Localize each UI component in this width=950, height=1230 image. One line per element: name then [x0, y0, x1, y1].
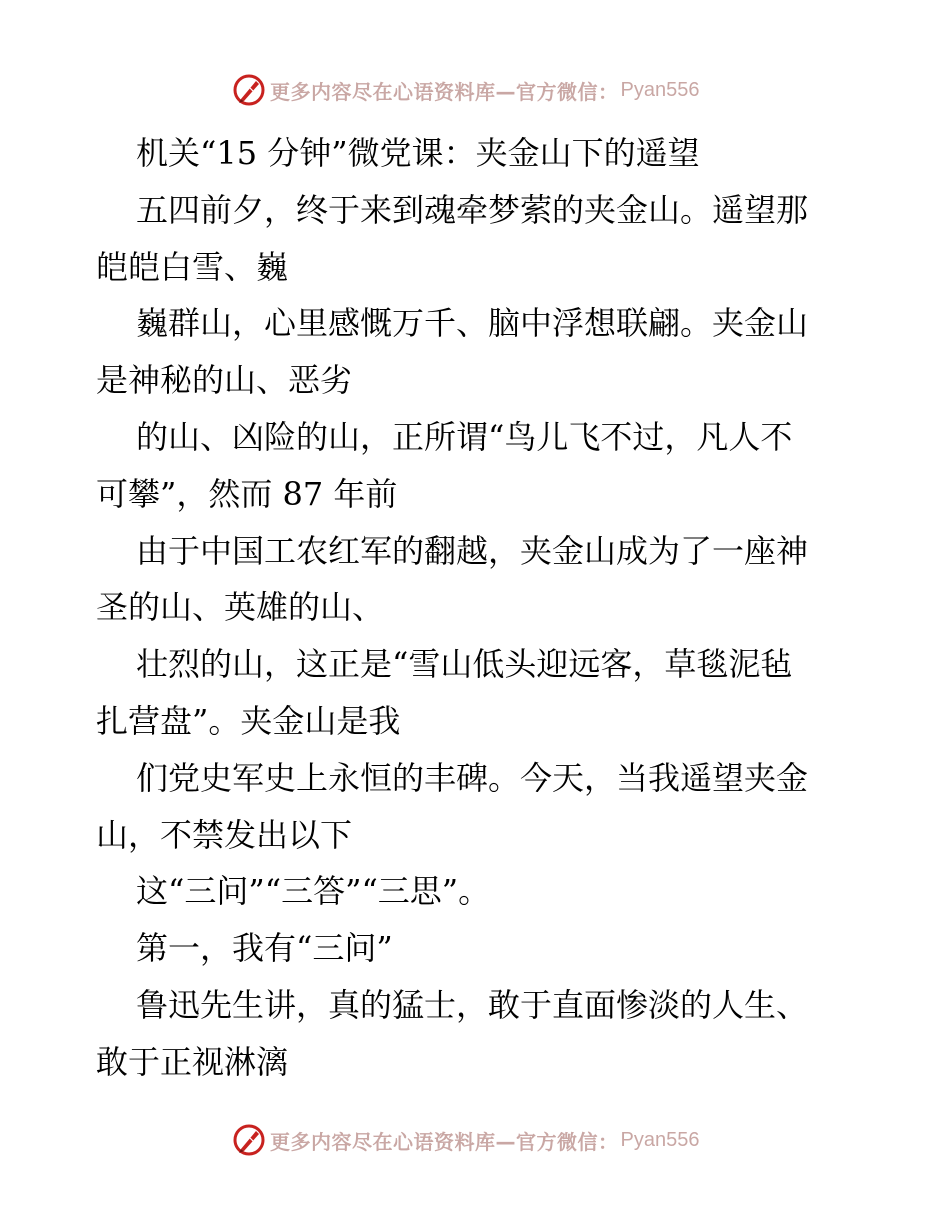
footer-banner — [232, 1123, 699, 1157]
paragraph-line: 圣的山、英雄的山、 — [96, 588, 385, 627]
banner-text: 更多内容尽在心语资料库—官方微信： — [270, 1129, 619, 1154]
paragraph-line: 是神秘的山、恶劣 — [96, 361, 353, 400]
paragraph-line: 巍群山，心里感慨万千、脑中浮想联翩。夹金山 — [136, 304, 809, 343]
paragraph-line: 皑皑白雪、巍 — [96, 247, 289, 286]
paragraph-line: 由于中国工农红军的翻越，夹金山成为了一座神 — [136, 531, 809, 570]
banner-text: 更多内容尽在心语资料库—官方微信： — [270, 79, 619, 104]
paragraph-line: 山，不禁发出以下 — [96, 815, 353, 854]
quill-logo-icon — [232, 73, 266, 107]
paragraph-line: 敢于正视淋漓 — [96, 1042, 289, 1081]
header-banner — [232, 73, 699, 107]
document-title: 机关“15 分钟”微党课：夹金山下的遥望 — [136, 134, 700, 172]
banner-wechat-id: Pyan556 — [620, 78, 700, 101]
document-body — [96, 125, 856, 1091]
paragraph-line: 可攀”，然而 87 年前 — [96, 474, 398, 513]
paragraph-line: 鲁迅先生讲，真的猛士，敢于直面惨淡的人生、 — [136, 985, 809, 1024]
quill-logo-icon — [232, 1123, 266, 1157]
paragraph-line: 五四前夕，终于来到魂牵梦萦的夹金山。遥望那 — [136, 190, 809, 229]
paragraph-line: 扎营盘”。夹金山是我 — [96, 701, 401, 740]
paragraph-line: 壮烈的山，这正是“雪山低头迎远客，草毯泥毡 — [136, 645, 793, 684]
banner-wechat-id: Pyan556 — [620, 1128, 700, 1151]
paragraph-line: 这“三问”“三答”“三思”。 — [136, 872, 491, 911]
paragraph-line: 们党史军史上永恒的丰碑。今天，当我遥望夹金 — [136, 758, 809, 797]
paragraph-line: 的山、凶险的山，正所谓“鸟儿飞不过，凡人不 — [136, 417, 793, 456]
section-heading: 第一，我有“三问” — [136, 929, 393, 968]
